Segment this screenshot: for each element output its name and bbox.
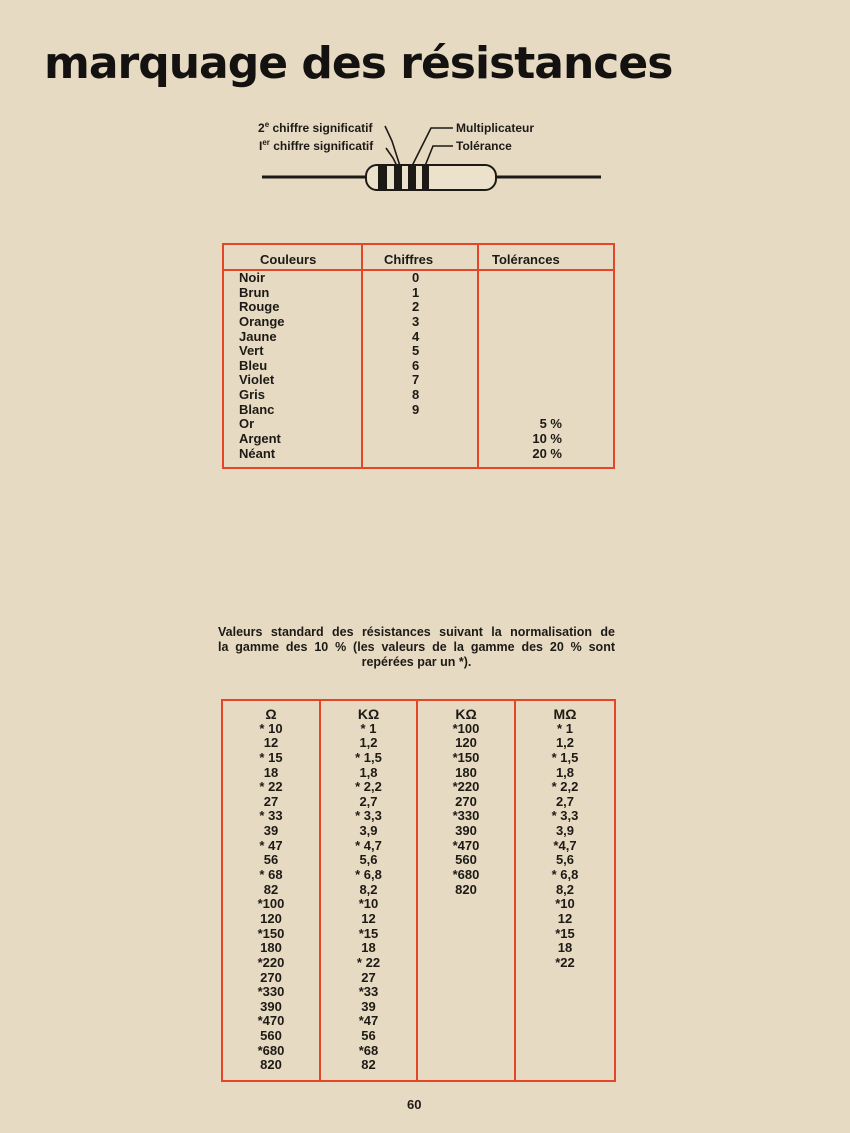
value-cell: 1,2 [359, 735, 378, 751]
tolerances-column [494, 271, 562, 461]
color-name-cell: Jaune [239, 328, 277, 344]
digit-cell: 8 [412, 387, 420, 403]
color-name-cell: Argent [239, 431, 281, 447]
value-cell: *10 [555, 896, 575, 912]
color-name-cell: Noir [239, 270, 265, 285]
value-cell: *680 [452, 867, 480, 883]
digit-cell [412, 417, 419, 432]
digit-cell: 4 [412, 328, 420, 344]
value-cell: 3,9 [359, 823, 378, 839]
resistor-diagram [0, 0, 850, 240]
tolerance-cell [494, 373, 562, 388]
digits-column [412, 271, 419, 461]
color-name-cell: Bleu [239, 357, 268, 373]
value-cell: *330 [452, 808, 480, 824]
value-cell: * 33 [259, 808, 283, 824]
digit-cell: 1 [412, 284, 420, 300]
value-cell: 1,8 [555, 764, 575, 780]
value-cell: * 15 [259, 749, 283, 765]
tolerance-cell: 10 % [532, 431, 562, 447]
value-cell: *150 [452, 749, 480, 765]
value-cell: 3,9 [555, 823, 575, 839]
page-title: marquage des résistances [44, 38, 673, 89]
value-cell: 820 [260, 1057, 282, 1073]
value-cell: * 47 [259, 837, 283, 853]
value-cell: 56 [263, 852, 279, 868]
value-cell: 560 [455, 852, 477, 868]
value-cell: * 68 [259, 867, 283, 883]
color-name-cell: Rouge [239, 299, 280, 315]
tolerance-cell [494, 403, 562, 418]
header-couleurs: Couleurs [260, 252, 317, 267]
ohm-column [223, 707, 319, 1073]
tolerance-cell [494, 300, 562, 315]
digit-cell: 6 [412, 357, 420, 373]
value-cell: *220 [257, 954, 285, 970]
value-cell: * 1 [557, 720, 573, 736]
digit-cell: 7 [412, 372, 420, 388]
megohm-column [516, 707, 614, 971]
value-cell: 390 [260, 998, 282, 1014]
digit-cell: 2 [412, 299, 420, 315]
value-cell: 18 [361, 940, 376, 956]
header-tolerances: Tolérances [492, 252, 560, 267]
color-name-cell: Brun [239, 284, 270, 300]
value-cell: 27 [263, 793, 279, 809]
value-cell: 18 [263, 764, 279, 780]
tolerance-cell [494, 330, 562, 345]
header-chiffres: Chiffres [384, 252, 434, 267]
value-cell: *10 [358, 896, 379, 912]
standard-values-table [221, 699, 616, 1082]
kilohm-column-1 [321, 707, 416, 1073]
value-cell: * 2,2 [355, 779, 382, 795]
value-cell: *100 [257, 896, 285, 912]
color-name-cell: Violet [239, 372, 275, 388]
value-cell: 18 [557, 940, 573, 956]
value-cell: 120 [260, 910, 282, 926]
band-3 [408, 165, 416, 190]
value-cell: * 3,3 [551, 808, 579, 824]
unit-header: MΩ [553, 706, 577, 722]
value-cell: *220 [452, 779, 480, 795]
value-cell: *150 [257, 925, 285, 941]
digit-cell: 3 [412, 313, 420, 329]
value-cell: * 1 [360, 720, 377, 736]
value-cell: * 22 [356, 954, 381, 970]
value-cell: * 6,8 [551, 867, 579, 883]
value-cell: *47 [358, 1013, 379, 1029]
tolerance-cell [494, 315, 562, 330]
color-name-cell: Orange [239, 313, 285, 329]
tolerance-cell [494, 388, 562, 403]
value-cell: 2,7 [359, 793, 378, 809]
value-cell: 82 [361, 1057, 376, 1073]
label-second-digit: 2e chiffre significatif [258, 120, 373, 135]
value-cell: 1,2 [555, 735, 575, 751]
value-cell: *4,7 [553, 837, 577, 853]
value-cell: 820 [455, 881, 477, 897]
digit-cell [412, 432, 419, 447]
value-cell: *33 [358, 984, 379, 1000]
digit-cell: 9 [412, 401, 420, 417]
color-name-cell: Blanc [239, 401, 275, 417]
value-cell: * 2,2 [551, 779, 579, 795]
value-cell: 5,6 [555, 852, 575, 868]
digit-cell: 0 [412, 270, 420, 285]
value-cell: 270 [455, 793, 477, 809]
unit-header: KΩ [357, 706, 380, 722]
value-cell: 2,7 [555, 793, 575, 809]
value-cell: 39 [263, 823, 279, 839]
tolerance-cell: 5 % [539, 416, 562, 432]
value-cell: * 3,3 [355, 808, 382, 824]
label-tolerance: Tolérance [456, 139, 512, 153]
note-line-3: repérées par un *). [361, 655, 472, 669]
value-cell: * 22 [259, 779, 283, 795]
band-1 [378, 165, 387, 190]
value-cell: 270 [260, 969, 282, 985]
color-name-cell: Gris [239, 387, 266, 403]
value-cell: *470 [257, 1013, 285, 1029]
standard-values-note [218, 625, 615, 670]
value-cell: *330 [257, 984, 285, 1000]
value-cell: 8,2 [359, 881, 378, 897]
digit-cell: 5 [412, 343, 420, 359]
tolerance-cell [494, 271, 562, 286]
colors-column [239, 271, 285, 461]
value-cell: 56 [361, 1028, 376, 1044]
value-cell: *15 [358, 925, 379, 941]
value-cell: 5,6 [359, 852, 378, 868]
value-cell: * 4,7 [355, 837, 382, 853]
value-cell: 180 [260, 940, 282, 956]
value-cell: 8,2 [555, 881, 575, 897]
tolerance-cell [494, 359, 562, 374]
value-cell: *470 [452, 837, 480, 853]
tolerance-cell: 20 % [532, 445, 562, 461]
value-cell: 180 [455, 764, 477, 780]
value-cell: * 1,5 [355, 749, 382, 765]
value-cell: 120 [455, 735, 477, 751]
note-line-1: Valeurs standard des résistances suivant la normalisation de [218, 625, 615, 639]
color-name-cell: Vert [239, 343, 264, 359]
label-multiplier: Multiplicateur [456, 121, 535, 135]
value-cell: * 1,5 [551, 749, 579, 765]
band-4 [422, 165, 429, 190]
page-number: 60 [407, 1097, 422, 1112]
value-cell: 27 [361, 969, 376, 985]
value-cell: 12 [361, 910, 376, 926]
value-cell: *680 [257, 1042, 285, 1058]
value-cell: 39 [361, 998, 376, 1014]
digit-cell [412, 447, 419, 462]
value-cell: 390 [455, 823, 477, 839]
value-cell: 82 [263, 881, 279, 897]
color-name-cell: Néant [239, 445, 276, 461]
color-name-cell: Or [239, 416, 255, 432]
value-cell: 12 [557, 910, 573, 926]
value-cell: *22 [555, 954, 575, 970]
value-cell: *15 [555, 925, 575, 941]
value-cell: *68 [358, 1042, 379, 1058]
resistor-drawing [0, 0, 850, 240]
unit-header: KΩ [455, 706, 477, 722]
value-cell: 1,8 [359, 764, 378, 780]
note-line-2: la gamme des 10 % (les valeurs de la gamme des 20 % sont [218, 640, 615, 654]
value-cell: 560 [260, 1028, 282, 1044]
band-2 [394, 165, 402, 190]
value-cell: 12 [263, 735, 279, 751]
color-code-table [222, 243, 615, 469]
value-cell: *100 [452, 720, 480, 736]
value-cell: * 10 [259, 720, 283, 736]
unit-header: Ω [265, 706, 277, 722]
kilohm-column-2 [418, 707, 514, 897]
label-first-digit: Ier chiffre significatif [259, 138, 374, 153]
value-cell: * 6,8 [355, 867, 382, 883]
tolerance-cell [494, 286, 562, 301]
tolerance-cell [494, 344, 562, 359]
